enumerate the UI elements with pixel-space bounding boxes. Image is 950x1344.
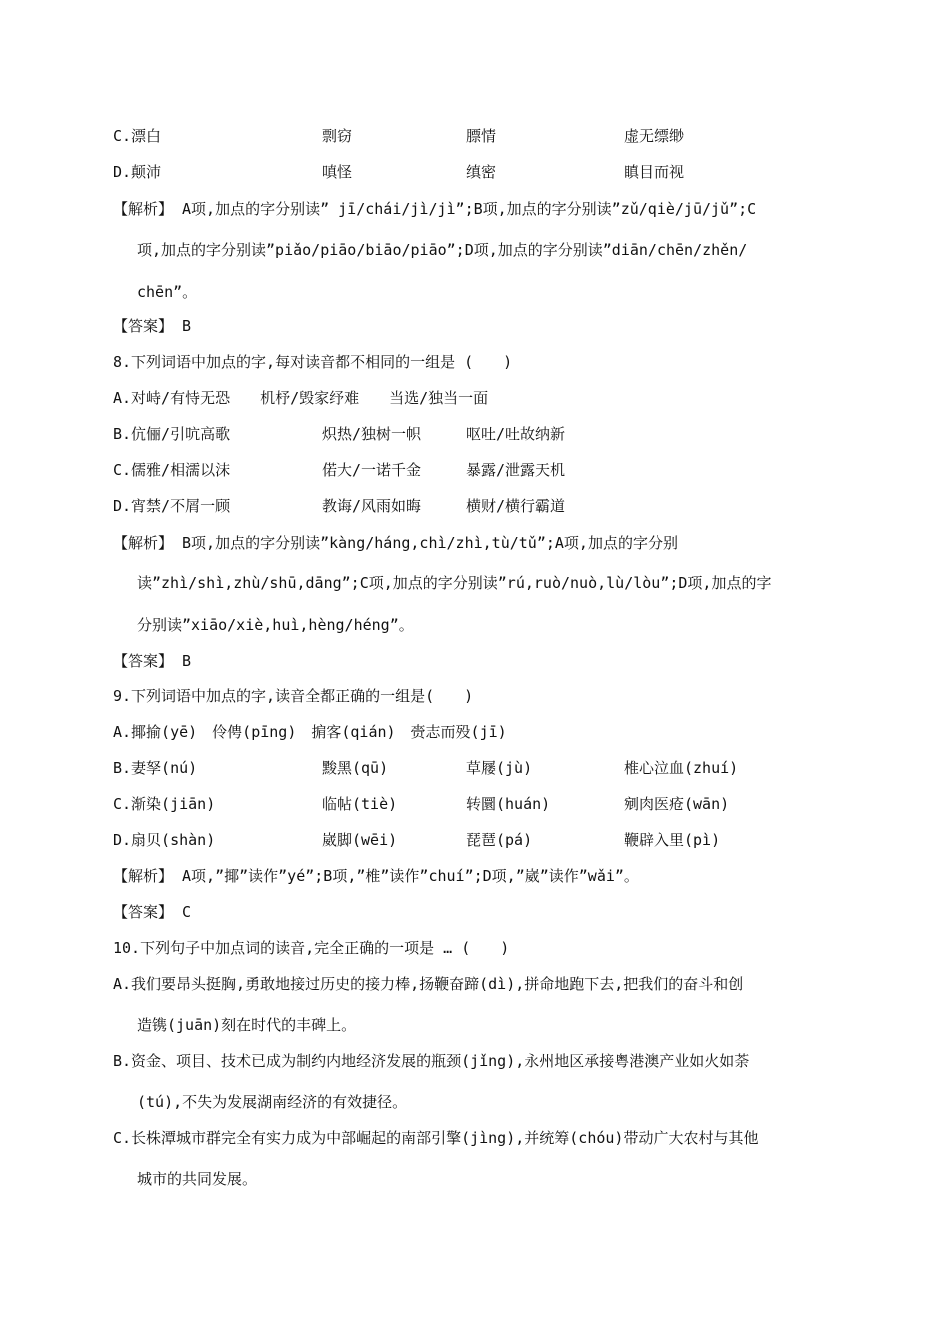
q7-d-word-1: D.颠沛: [113, 163, 162, 181]
q8-option-d: [0, 496, 950, 516]
q7-d-word-3: 缜密: [466, 163, 497, 181]
q9-analysis: 【解析】 A项,”揶”读作”yé”;B项,”椎”读作”chuí”;D项,”崴”读作”wǎi”。: [113, 867, 639, 885]
q8-b-word-2: 炽热/独树一帜: [322, 425, 422, 443]
q8-c-word-3: 暴露/泄露天机: [466, 461, 566, 479]
q10-option-a-line-1: A.我们要昂头挺胸,勇敢地接过历史的接力棒,扬鞭奋蹄(dì),拼命地跑下去,把我们的奋斗和创: [113, 975, 744, 993]
q9-answer: 【答案】 C: [113, 903, 192, 921]
q8-analysis-line-1: 【解析】 B项,加点的字分别读”kàng/háng,chì/zhì,tù/tǔ”;A项,加点的字分别: [113, 534, 678, 552]
q8-answer: 【答案】 B: [113, 652, 192, 670]
q8-analysis-line-3: 分别读”xiāo/xiè,huì,hèng/héng”。: [137, 616, 414, 634]
q9-c-word-1: C.渐染(jiān): [113, 795, 216, 813]
q9-d-word-4: 鞭辟入里(pì): [624, 831, 721, 849]
q9-option-a: A.揶揄(yē) 伶俜(pīng) 掮客(qián) 赍志而殁(jī): [113, 723, 507, 741]
q8-c-word-2: 偌大/一诺千金: [322, 461, 422, 479]
q7-d-word-4: 瞋目而视: [624, 163, 685, 181]
q9-c-word-2: 临帖(tiè): [322, 795, 398, 813]
q7-option-c: [0, 126, 950, 146]
q7-c-word-1: C.漂白: [113, 127, 162, 145]
q9-d-word-3: 琵琶(pá): [466, 831, 533, 849]
q7-analysis-line-2: 项,加点的字分别读”piǎo/piāo/biāo/piāo”;D项,加点的字分别读”diān/chēn/zhěn/: [137, 241, 748, 259]
q8-d-word-2: 教诲/风雨如晦: [322, 497, 422, 515]
q8-stem: 8.下列词语中加点的字,每对读音都不相同的一组是 ( ): [113, 353, 513, 371]
q7-option-d: [0, 162, 950, 182]
q8-analysis-line-2: 读”zhì/shì,zhù/shū,dāng”;C项,加点的字分别读”rú,ruò/nuò,lù/lòu”;D项,加点的字: [137, 574, 772, 592]
q7-d-word-2: 嗔怪: [322, 163, 353, 181]
q9-option-d: [0, 830, 950, 850]
q9-option-c: [0, 794, 950, 814]
q10-option-b-line-1: B.资金、项目、技术已成为制约内地经济发展的瓶颈(jǐng),永州地区承接粤港澳产业如火如荼: [113, 1052, 750, 1070]
q9-d-word-2: 崴脚(wēi): [322, 831, 398, 849]
q9-stem: 9.下列词语中加点的字,读音全都正确的一组是( ): [113, 687, 474, 705]
q8-d-word-3: 横财/横行霸道: [466, 497, 566, 515]
q10-option-b-line-2: (tú),不失为发展湖南经济的有效捷径。: [137, 1093, 408, 1111]
q9-c-word-4: 剜肉医疮(wān): [624, 795, 730, 813]
q7-c-word-3: 膘情: [466, 127, 497, 145]
q9-b-word-4: 椎心泣血(zhuí): [624, 759, 739, 777]
q7-answer: 【答案】 B: [113, 317, 192, 335]
q9-c-word-3: 转圜(huán): [466, 795, 551, 813]
q9-b-word-1: B.妻孥(nú): [113, 759, 198, 777]
q8-b-word-1: B.伉俪/引吭高歌: [113, 425, 231, 443]
q9-d-word-1: D.扇贝(shàn): [113, 831, 216, 849]
q8-option-a: A.对峙/有恃无恐 机杼/毁家纾难 当选/独当一面: [113, 389, 489, 407]
q7-c-word-2: 剽窃: [322, 127, 353, 145]
q10-option-c-line-1: C.长株潭城市群完全有实力成为中部崛起的南部引擎(jìng),并统筹(chóu)带动广大农村与其他: [113, 1129, 759, 1147]
q7-analysis-line-3: chēn”。: [137, 283, 198, 301]
q7-c-word-4: 虚无缥缈: [624, 127, 685, 145]
q8-d-word-1: D.宵禁/不屑一顾: [113, 497, 231, 515]
q10-option-c-line-2: 城市的共同发展。: [137, 1170, 258, 1188]
q9-b-word-3: 草屦(jù): [466, 759, 533, 777]
q9-b-word-2: 黢黑(qū): [322, 759, 389, 777]
q7-analysis-line-1: 【解析】 A项,加点的字分别读” jī/chái/jì/jì”;B项,加点的字分别读”zǔ/qiè/jū/jǔ”;C: [113, 200, 757, 218]
q8-b-word-3: 呕吐/吐故纳新: [466, 425, 566, 443]
q9-option-b: [0, 758, 950, 778]
q8-c-word-1: C.儒雅/相濡以沫: [113, 461, 231, 479]
q10-option-a-line-2: 造镌(juān)刻在时代的丰碑上。: [137, 1016, 357, 1034]
q8-option-c: [0, 460, 950, 480]
q10-stem: 10.下列句子中加点词的读音,完全正确的一项是 … ( ): [113, 939, 510, 957]
q8-option-b: [0, 424, 950, 444]
